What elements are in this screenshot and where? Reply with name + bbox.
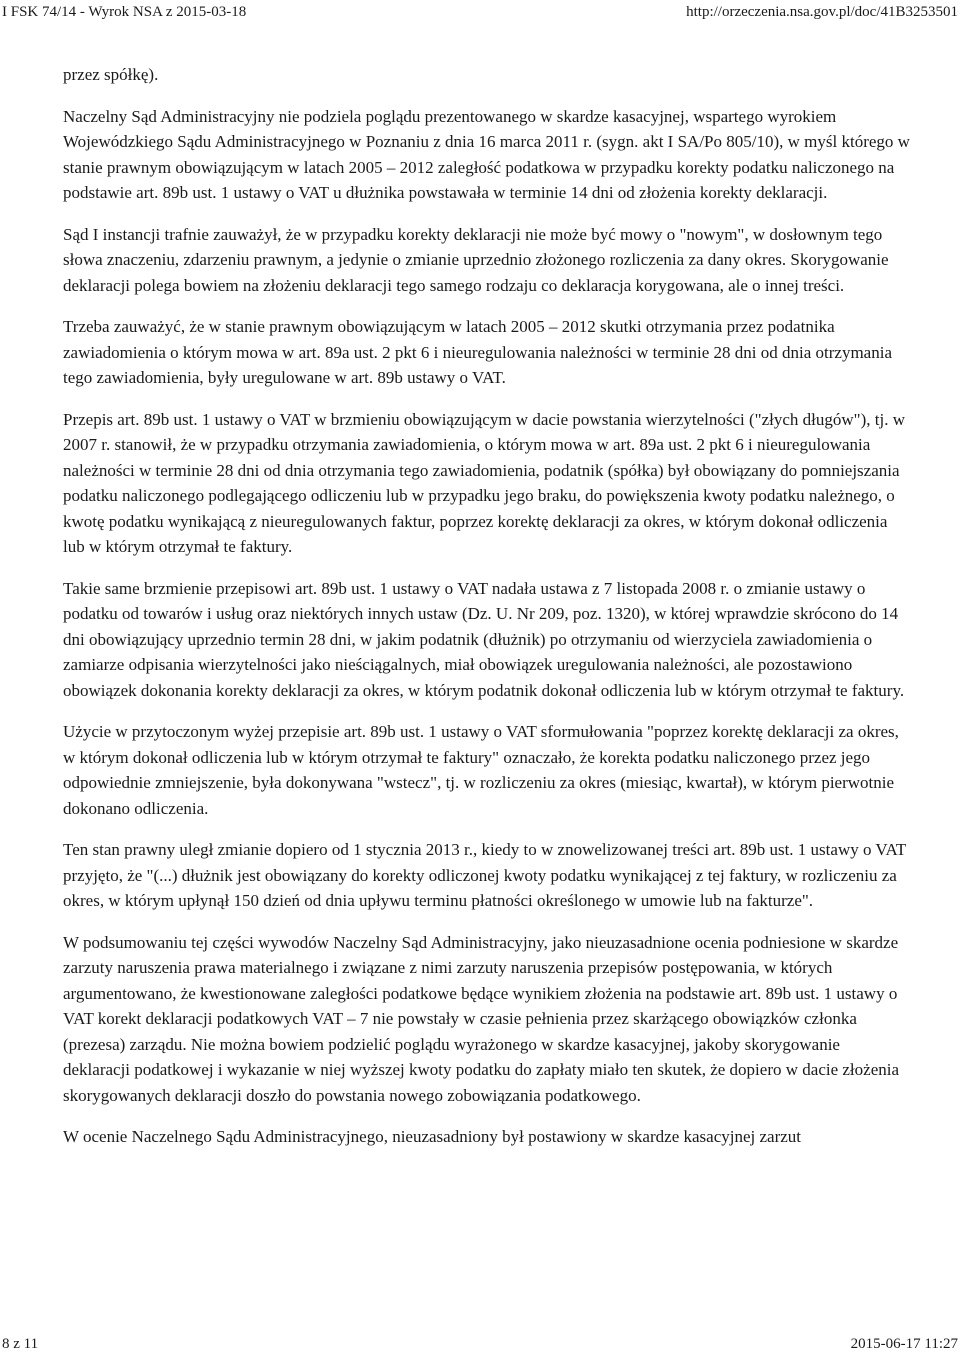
page-number: 8 z 11	[2, 1336, 39, 1352]
paragraph: Takie same brzmienie przepisowi art. 89b ust. 1 ustawy o VAT nadała ustawa z 7 listopada 2008 r. o zmianie ustawy o podatku od towarów i usług oraz niektórych innych ustaw (Dz. U. Nr 209, poz. 1320), w której wprawdzie skrócono do 14 dni obowiązujący uprzednio termin 28 dni, w jakim podatnik (dłużnik) po otrzymaniu od wierzyciela zawiadomienia o zamiarze odpisania wierzytelności jako nieściągalnych, miał obowiązek uregulowania należności, ale pozostawiono obowiązek dokonania korekty deklaracji za okres, w którym podatnik dokonał odliczenia lub w którym otrzymał te faktury.	[63, 578, 905, 700]
print-timestamp: 2015-06-17 11:27	[850, 1336, 958, 1352]
page-header	[0, 0, 960, 24]
paragraph: Przepis art. 89b ust. 1 ustawy o VAT w brzmieniu obowiązującym w dacie powstania wierzytelności ("złych długów"), tj. w 2007 r. stanowił, że w przypadku otrzymania zawiadomienia, o którym mowa w art. 89a ust. 2 pkt 6 i nieuregulowania należności w terminie 28 dni od dnia otrzymania tego zawiadomienia, podatnik (spółka) był obowiązany do pomniejszania podatku naliczonego podlegającego odliczeniu lub w przypadku jego braku, do powiększenia kwoty podatku należnego, o kwotę podatku wynikającą z nieuregulowanych faktur, poprzez korektę deklaracji za okres, w którym dokonał odliczenia lub w którym otrzymał te faktury.	[63, 409, 905, 556]
paragraph: W ocenie Naczelnego Sądu Administracyjnego, nieuzasadniony był postawiony w skardze kasacyjnej zarzut	[63, 1127, 801, 1146]
paragraph: Użycie w przytoczonym wyżej przepisie art. 89b ust. 1 ustawy o VAT sformułowania "poprzez korektę deklaracji za okres, w którym dokonał odliczenia lub w którym otrzymał te faktury" oznaczało, że korekta podatku naliczonego przez jego odpowiednie zmniejszenie, była dokonywana "wstecz", tj. w rozliczeniu za okres (miesiąc, kwartał), w którym pierwotnie dokonano odliczenia.	[63, 722, 899, 818]
paragraph: Ten stan prawny uległ zmianie dopiero od 1 stycznia 2013 r., kiedy to w znowelizowanej treści art. 89b ust. 1 ustawy o VAT przyjęto, że "(...) dłużnik jest obowiązany do korekty odliczonej kwoty podatku wynikającej z tej faktury, w rozliczeniu za okres, w którym upłynął 150 dzień od dnia upływu terminu płatności określonego w umowie lub na fakturze".	[63, 840, 906, 910]
document-body	[63, 62, 911, 1166]
document-url: http://orzeczenia.nsa.gov.pl/doc/41B3253501	[686, 4, 958, 20]
paragraph: Trzeba zauważyć, że w stanie prawnym obowiązującym w latach 2005 – 2012 skutki otrzymania przez podatnika zawiadomienia o którym mowa w art. 89a ust. 2 pkt 6 i nieuregulowania należności w terminie 28 dni od dnia otrzymania tego zawiadomienia, były uregulowane w art. 89b ustawy o VAT.	[63, 317, 892, 387]
page-footer	[0, 1333, 960, 1357]
paragraph: Naczelny Sąd Administracyjny nie podziela poglądu prezentowanego w skardze kasacyjnej, wspartego wyrokiem Wojewódzkiego Sądu Administracyjnego w Poznaniu z dnia 16 marca 2011 r. (sygn. akt I SA/Po 805/10), w myśl którego w stanie prawnym obowiązującym w latach 2005 – 2012 zaległość podatkowa w przypadku korekty podatku naliczonego na podstawie art. 89b ust. 1 ustawy o VAT u dłużnika powstawała w terminie 14 dni od złożenia korekty deklaracji.	[63, 106, 910, 202]
document-title: I FSK 74/14 - Wyrok NSA z 2015-03-18	[2, 4, 247, 20]
paragraph: W podsumowaniu tej części wywodów Naczelny Sąd Administracyjny, jako nieuzasadnione ocenia podniesione w skardze zarzuty naruszenia prawa materialnego i związane z nimi zarzuty naruszenia przepisów postępowania, w których argumentowano, że kwestionowane zaległości podatkowe będące wynikiem złożenia na podstawie art. 89b ust. 1 ustawy o VAT korekt deklaracji podatkowych VAT – 7 nie powstały w czasie pełnienia przez skarżącego obowiązków członka (prezesa) zarządu. Nie można bowiem podzielić poglądu wyrażonego w skardze kasacyjnej, jakoby skorygowanie deklaracji podatkowej i wykazanie w niej wyższej kwoty podatku do zapłaty miało ten skutek, że dopiero w dacie złożenia skorygowanych deklaracji doszło do powstania nowego zobowiązania podatkowego.	[63, 932, 900, 1105]
paragraph: przez spółkę).	[63, 65, 159, 84]
paragraph: Sąd I instancji trafnie zauważył, że w przypadku korekty deklaracji nie może być mowy o "nowym", w dosłownym tego słowa znaczeniu, zdarzeniu prawnym, a jedynie o zmianie uprzednio złożonego rozliczenia za dany okres. Skorygowanie deklaracji polega bowiem na złożeniu deklaracji tego samego rodzaju co deklaracja korygowana, ale o innej treści.	[63, 224, 889, 295]
